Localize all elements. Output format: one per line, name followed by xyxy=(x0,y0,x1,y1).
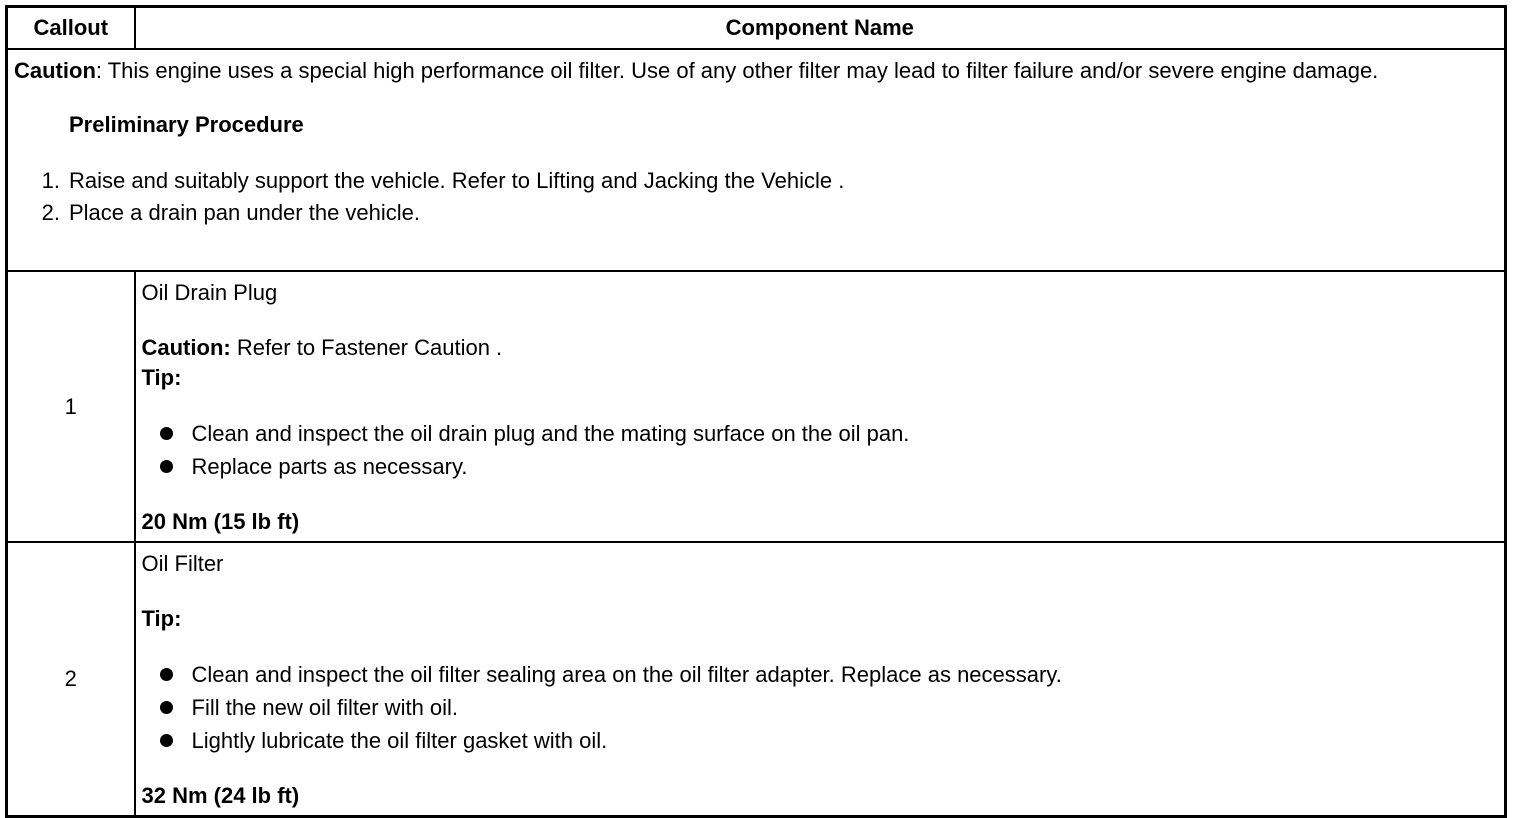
component-cell xyxy=(135,542,1506,817)
preliminary-cell xyxy=(7,49,1506,271)
tip-label: Tip: xyxy=(141,606,182,631)
caution-label: Caution: xyxy=(141,335,231,360)
list-item xyxy=(14,165,1498,197)
list-item xyxy=(14,197,1498,229)
callout-number: 1 xyxy=(7,271,135,542)
step-text: Place a drain pan under the vehicle. xyxy=(69,200,421,225)
list-item xyxy=(142,724,1499,757)
bullet-dot-icon xyxy=(160,427,173,440)
bullet-text: Clean and inspect the oil drain plug and the mating surface on the oil pan. xyxy=(191,421,910,446)
component-name-header: Component Name xyxy=(135,7,1506,50)
caution-text: : This engine uses a special high performance oil filter. Use of any other filter may lead to filter failure and/or severe engine damage. xyxy=(95,58,1379,83)
table-row xyxy=(7,542,1506,817)
tip-bullets xyxy=(142,417,1499,483)
table-header-row xyxy=(7,7,1506,50)
callout-number: 2 xyxy=(7,542,135,817)
component-name: Oil Filter xyxy=(141,551,224,576)
preliminary-caution xyxy=(14,56,1498,86)
caution-label: Caution xyxy=(14,58,96,83)
preliminary-row xyxy=(7,49,1506,271)
bullet-text: Clean and inspect the oil filter sealing area on the oil filter adapter. Replace as necessary. xyxy=(191,662,1062,687)
component-cell xyxy=(135,271,1506,542)
list-item xyxy=(142,658,1499,691)
torque-spec: 32 Nm (24 lb ft) xyxy=(141,783,300,808)
bullet-dot-icon xyxy=(160,734,173,747)
step-number: 2. xyxy=(41,200,60,225)
caution-text: Refer to Fastener Caution . xyxy=(230,335,503,360)
callout-header: Callout xyxy=(7,7,135,50)
component-caution xyxy=(142,333,1499,363)
step-text: Raise and suitably support the vehicle. Refer to Lifting and Jacking the Vehicle . xyxy=(69,168,845,193)
bullet-text: Replace parts as necessary. xyxy=(191,454,468,479)
table-row xyxy=(7,271,1506,542)
torque-spec: 20 Nm (15 lb ft) xyxy=(141,509,300,534)
tip-bullets xyxy=(142,658,1499,757)
bullet-dot-icon xyxy=(160,701,173,714)
bullet-dot-icon xyxy=(160,668,173,681)
preliminary-title: Preliminary Procedure xyxy=(69,112,304,137)
list-item xyxy=(142,450,1499,483)
preliminary-steps xyxy=(14,165,1498,229)
step-number: 1. xyxy=(41,168,60,193)
bullet-text: Fill the new oil filter with oil. xyxy=(191,695,459,720)
bullet-dot-icon xyxy=(160,460,173,473)
tip-label: Tip: xyxy=(141,365,182,390)
list-item xyxy=(142,417,1499,450)
component-name: Oil Drain Plug xyxy=(141,280,278,305)
list-item xyxy=(142,691,1499,724)
procedure-table xyxy=(5,5,1507,818)
bullet-text: Lightly lubricate the oil filter gasket with oil. xyxy=(191,728,608,753)
